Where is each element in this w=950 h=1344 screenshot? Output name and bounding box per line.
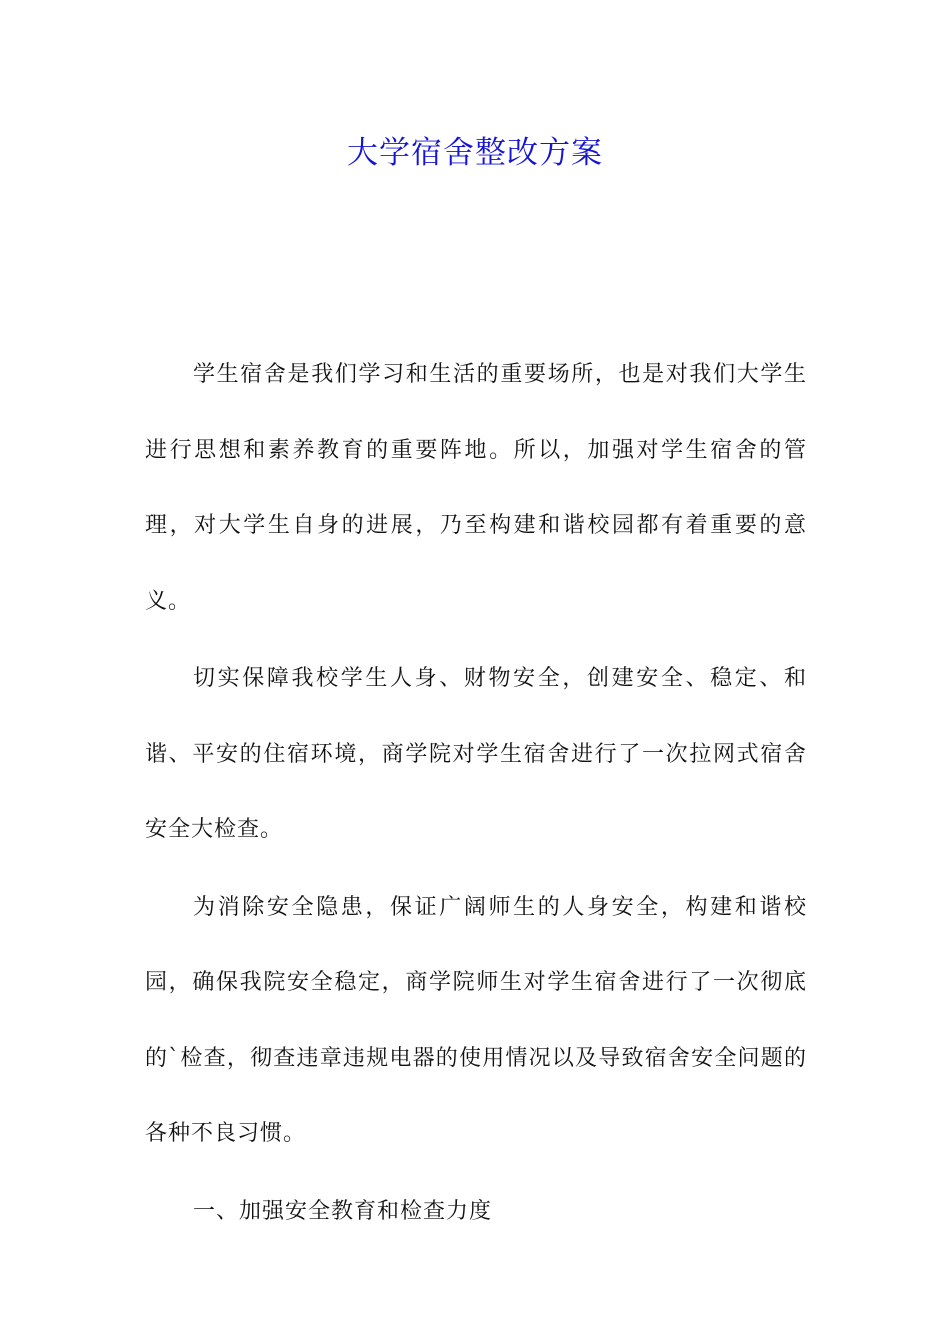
paragraph-intro: 学生宿舍是我们学习和生活的重要场所，也是对我们大学生进行思想和素养教育的重要阵地。所以，加强对学生宿舍的管理，对大学生自身的进展，乃至构建和谐校园都有着重要的意义。 [145, 362, 807, 614]
document-title: 大学宿舍整改方案 [347, 135, 603, 171]
paragraph-safety-inspection: 切实保障我校学生人身、财物安全，创建安全、稳定、和谐、平安的住宿环境，商学院对学生宿舍进行了一次拉网式宿舍安全大检查。 [145, 666, 807, 842]
document-body [145, 337, 807, 1249]
section-heading: 一、加强安全教育和检查力度 [193, 1198, 493, 1224]
paragraph-hazard-elimination: 为消除安全隐患，保证广阔师生的人身安全，构建和谐校园，确保我院安全稳定，商学院师生对学生宿舍进行了一次彻底的`检查，彻查违章违规电器的使用情况以及导致宿舍安全问题的各种不良习惯。 [145, 894, 807, 1146]
